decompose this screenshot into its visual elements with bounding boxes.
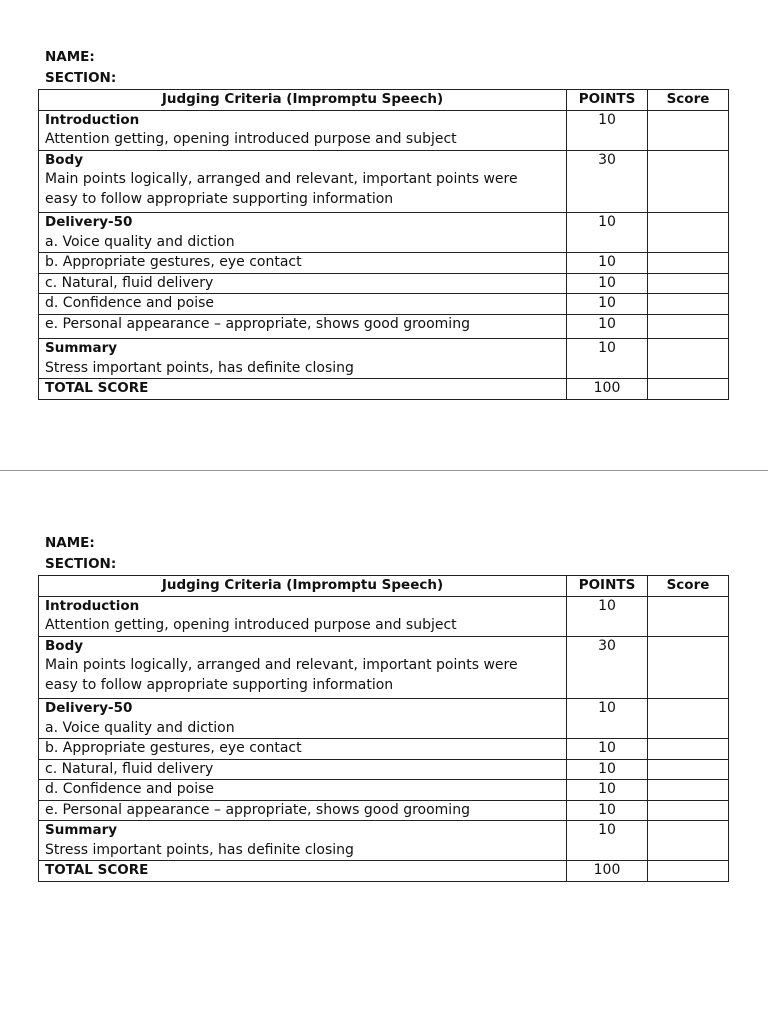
introduction-score-cell[interactable]	[648, 110, 729, 150]
delivery-c-score-cell[interactable]	[648, 759, 729, 780]
total-score-label: TOTAL SCORE	[39, 861, 567, 882]
delivery-b-label: b. Appropriate gestures, eye contact	[39, 739, 567, 760]
body-row	[39, 636, 729, 699]
total-row	[39, 861, 729, 882]
delivery-a-score-cell[interactable]	[648, 213, 729, 253]
summary-score-cell[interactable]	[648, 821, 729, 861]
summary-title: Summary	[45, 340, 118, 356]
summary-description: Stress important points, has definite closing	[45, 359, 354, 376]
delivery-a-points: 10	[567, 213, 648, 253]
delivery-title: Delivery-50	[45, 214, 133, 230]
name-label: NAME:	[45, 49, 95, 65]
total-row	[39, 379, 729, 400]
section-label: SECTION:	[45, 556, 117, 572]
body-description-line-1: Main points logically, arranged and relevant, important points were	[45, 657, 518, 673]
table-header-row	[39, 576, 729, 597]
delivery-d-points: 10	[567, 294, 648, 315]
cut-line-divider	[0, 470, 768, 471]
section-label: SECTION:	[45, 70, 117, 86]
delivery-c-score-cell[interactable]	[648, 273, 729, 294]
body-description-line-2: easy to follow appropriate supporting information	[45, 190, 394, 207]
introduction-criteria	[39, 596, 567, 636]
delivery-d-row	[39, 780, 729, 801]
introduction-criteria	[39, 110, 567, 150]
rubric-form-2	[38, 533, 728, 882]
body-criteria	[39, 150, 567, 213]
rubric-form-1	[38, 47, 728, 400]
points-header: POINTS	[567, 90, 648, 111]
delivery-title: Delivery-50	[45, 700, 133, 716]
total-score-cell[interactable]	[648, 379, 729, 400]
summary-row	[39, 821, 729, 861]
delivery-e-label: e. Personal appearance – appropriate, shows good grooming	[39, 314, 567, 339]
delivery-a-points: 10	[567, 699, 648, 739]
summary-points: 10	[567, 339, 648, 379]
introduction-row	[39, 110, 729, 150]
name-label: NAME:	[45, 535, 95, 551]
body-title: Body	[45, 637, 84, 654]
summary-score-cell[interactable]	[648, 339, 729, 379]
delivery-c-points: 10	[567, 273, 648, 294]
criteria-header: Judging Criteria (Impromptu Speech)	[39, 90, 567, 111]
introduction-row	[39, 596, 729, 636]
introduction-score-cell[interactable]	[648, 596, 729, 636]
delivery-d-score-cell[interactable]	[648, 294, 729, 315]
delivery-a-row	[39, 213, 729, 253]
score-header: Score	[648, 90, 729, 111]
summary-criteria	[39, 339, 567, 379]
delivery-e-points: 10	[567, 314, 648, 339]
introduction-description: Attention getting, opening introduced purpose and subject	[45, 131, 457, 147]
delivery-e-score-cell[interactable]	[648, 314, 729, 339]
delivery-criteria	[39, 699, 567, 739]
body-score-cell[interactable]	[648, 636, 729, 699]
total-points: 100	[567, 861, 648, 882]
introduction-points: 10	[567, 110, 648, 150]
delivery-e-points: 10	[567, 800, 648, 821]
delivery-b-row	[39, 739, 729, 760]
total-points: 100	[567, 379, 648, 400]
delivery-c-label: c. Natural, fluid delivery	[39, 273, 567, 294]
body-description-line-2: easy to follow appropriate supporting information	[45, 676, 394, 693]
delivery-d-label: d. Confidence and poise	[39, 780, 567, 801]
body-title: Body	[45, 151, 84, 168]
delivery-c-label: c. Natural, fluid delivery	[39, 759, 567, 780]
introduction-points: 10	[567, 596, 648, 636]
score-header: Score	[648, 576, 729, 597]
delivery-c-row	[39, 273, 729, 294]
introduction-description: Attention getting, opening introduced purpose and subject	[45, 617, 457, 633]
delivery-e-row	[39, 314, 729, 339]
body-description-line-1: Main points logically, arranged and relevant, important points were	[45, 171, 518, 187]
delivery-a-row	[39, 699, 729, 739]
delivery-d-points: 10	[567, 780, 648, 801]
delivery-e-score-cell[interactable]	[648, 800, 729, 821]
summary-title: Summary	[45, 822, 118, 838]
body-row	[39, 150, 729, 213]
body-points: 30	[567, 150, 648, 213]
judging-criteria-table	[38, 575, 729, 882]
body-criteria	[39, 636, 567, 699]
summary-description: Stress important points, has definite closing	[45, 841, 354, 858]
criteria-header: Judging Criteria (Impromptu Speech)	[39, 576, 567, 597]
introduction-title: Introduction	[45, 597, 140, 614]
delivery-d-row	[39, 294, 729, 315]
introduction-title: Introduction	[45, 111, 140, 128]
delivery-a-label: a. Voice quality and diction	[45, 233, 235, 250]
judging-criteria-table	[38, 89, 729, 400]
summary-row	[39, 339, 729, 379]
delivery-b-score-cell[interactable]	[648, 739, 729, 760]
delivery-a-label: a. Voice quality and diction	[45, 719, 235, 736]
table-header-row	[39, 90, 729, 111]
body-score-cell[interactable]	[648, 150, 729, 213]
total-score-cell[interactable]	[648, 861, 729, 882]
body-points: 30	[567, 636, 648, 699]
delivery-b-points: 10	[567, 253, 648, 274]
summary-points: 10	[567, 821, 648, 861]
delivery-d-score-cell[interactable]	[648, 780, 729, 801]
points-header: POINTS	[567, 576, 648, 597]
total-score-label: TOTAL SCORE	[39, 379, 567, 400]
delivery-d-label: d. Confidence and poise	[39, 294, 567, 315]
delivery-b-score-cell[interactable]	[648, 253, 729, 274]
delivery-a-score-cell[interactable]	[648, 699, 729, 739]
summary-criteria	[39, 821, 567, 861]
delivery-b-row	[39, 253, 729, 274]
delivery-c-row	[39, 759, 729, 780]
delivery-b-points: 10	[567, 739, 648, 760]
delivery-c-points: 10	[567, 759, 648, 780]
delivery-b-label: b. Appropriate gestures, eye contact	[39, 253, 567, 274]
delivery-criteria	[39, 213, 567, 253]
delivery-e-row	[39, 800, 729, 821]
delivery-e-label: e. Personal appearance – appropriate, shows good grooming	[39, 800, 567, 821]
